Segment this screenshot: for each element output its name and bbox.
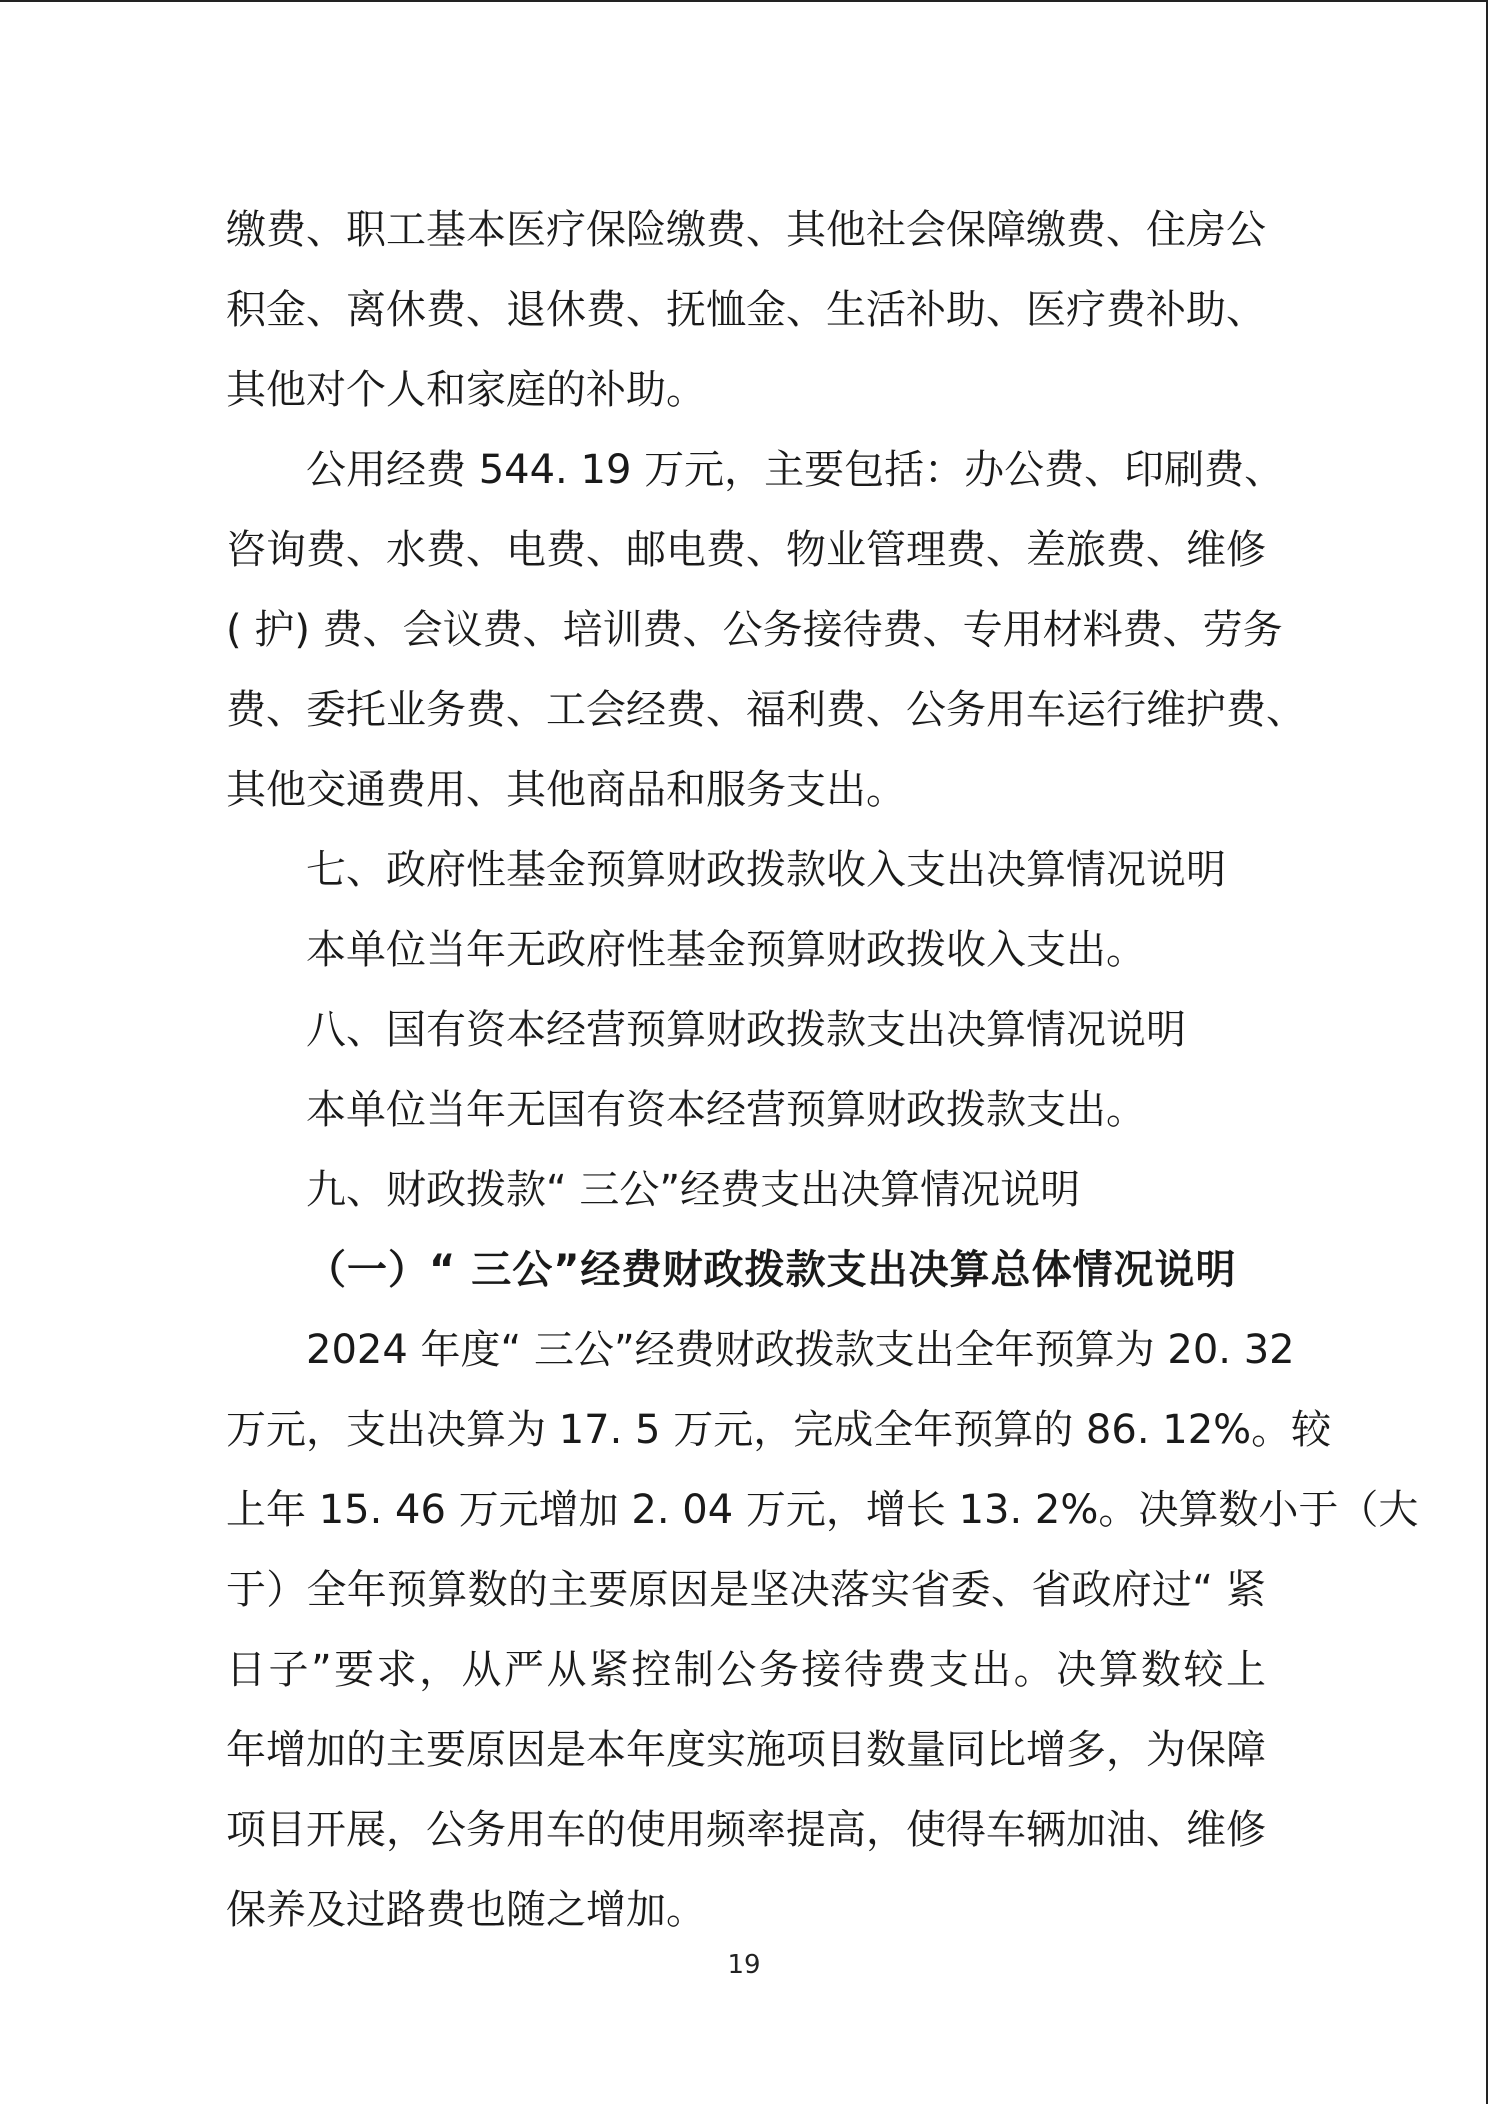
text-line: 项目开展，公务用车的使用频率提高，使得车辆加油、维修 [226, 1807, 1266, 1853]
text-line: 本单位当年无国有资本经营预算财政拨款支出。 [306, 1087, 1146, 1133]
text-line: 本单位当年无政府性基金预算财政拨收入支出。 [306, 927, 1146, 973]
text-line: 公用经费 544. 19 万元，主要包括：办公费、印刷费、 [306, 447, 1285, 493]
text-line: 年增加的主要原因是本年度实施项目数量同比增多，为保障 [226, 1727, 1266, 1773]
text-line: 费、委托业务费、工会经费、福利费、公务用车运行维护费、 [226, 687, 1306, 733]
text-line: 其他交通费用、其他商品和服务支出。 [226, 767, 906, 813]
text-line: 万元，支出决算为 17. 5 万元，完成全年预算的 86. 12%。较 [226, 1407, 1332, 1453]
section-heading: 七、政府性基金预算财政拨款收入支出决算情况说明 [306, 847, 1226, 893]
text-line: 保养及过路费也随之增加。 [226, 1887, 706, 1933]
subsection-heading: （一）“ 三公”经费财政拨款支出决算总体情况说明 [306, 1247, 1237, 1293]
page-number: 19 [727, 1950, 761, 1980]
section-heading: 九、财政拨款“ 三公”经费支出决算情况说明 [306, 1167, 1081, 1213]
text-line: 于）全年预算数的主要原因是坚决落实省委、省政府过“ 紧 [226, 1567, 1266, 1613]
text-line: 积金、离休费、退休费、抚恤金、生活补助、医疗费补助、 [226, 287, 1266, 333]
text-line: 日子”要求，从严从紧控制公务接待费支出。决算数较上 [226, 1647, 1266, 1693]
text-line: 咨询费、水费、电费、邮电费、物业管理费、差旅费、维修 [226, 527, 1266, 573]
text-line: 2024 年度“ 三公”经费财政拨款支出全年预算为 20. 32 [306, 1327, 1295, 1373]
text-line: 上年 15. 46 万元增加 2. 04 万元，增长 13. 2%。决算数小于（大 [226, 1487, 1419, 1533]
text-line: ( 护) 费、会议费、培训费、公务接待费、专用材料费、劳务 [226, 607, 1283, 653]
text-line: 缴费、职工基本医疗保险缴费、其他社会保障缴费、住房公 [226, 207, 1266, 253]
text-line: 其他对个人和家庭的补助。 [226, 367, 706, 413]
page-top-border [0, 0, 1488, 2]
section-heading: 八、国有资本经营预算财政拨款支出决算情况说明 [306, 1007, 1186, 1053]
document-body [226, 190, 1419, 1950]
